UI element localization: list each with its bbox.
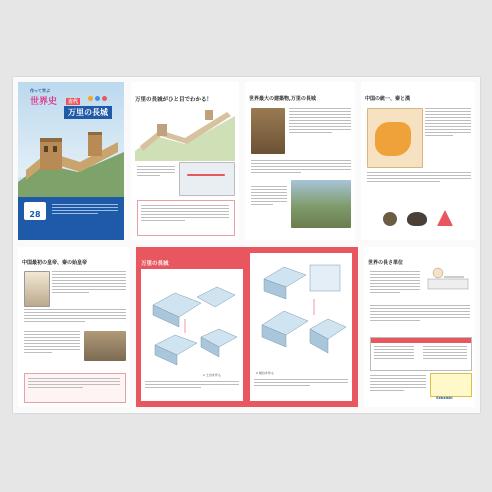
cover-piece-count [24, 202, 46, 225]
assembly-diagram-right [254, 259, 348, 369]
overview-notes-box [137, 200, 235, 236]
page-architecture [245, 82, 355, 240]
instruction-sheet [13, 77, 480, 413]
cover-dot-red [102, 96, 107, 101]
emperor-portrait [24, 271, 50, 307]
emperor-text-3 [24, 331, 80, 355]
assembly-page-right [250, 253, 352, 401]
wall-illustration [135, 106, 235, 161]
cover-badge: 作って学ぶ [30, 88, 50, 93]
cover-count-unit: pcs [32, 221, 38, 225]
cover-logo: 世界史 [30, 97, 58, 107]
cover-dot-blue [95, 96, 100, 101]
parts-legend [430, 373, 472, 397]
architecture-text-1 [289, 108, 351, 135]
artifact-triangle [437, 210, 453, 226]
terracotta-warrior-photo [251, 108, 285, 154]
page-unification [361, 82, 475, 240]
cover-panel [18, 82, 124, 240]
overview-map [179, 162, 235, 196]
brand-name: Sekaishi [436, 396, 453, 400]
emperor-text-2 [24, 309, 126, 324]
overview-caption [137, 166, 175, 178]
terracotta-army-photo [84, 331, 126, 361]
page-overview [131, 82, 239, 240]
artifact-bowl [407, 212, 427, 226]
cover-era-label: 古代 [68, 99, 79, 105]
page-overview-title: 万里の長城がひと目でわかる！ [135, 97, 213, 103]
units-illustration [424, 265, 472, 295]
units-text-2 [370, 305, 470, 323]
assembly-right-text [254, 379, 348, 388]
page-first-emperor [18, 247, 130, 407]
architecture-text-2 [251, 160, 351, 175]
assembly-spread [136, 247, 358, 407]
assembly-left-text [145, 381, 239, 390]
page-length-units [364, 247, 475, 407]
cover-title: 万里の長城 [64, 106, 112, 119]
page-unification-title: 中国の統一、秦と漢 [365, 96, 411, 102]
units-text-1 [370, 271, 420, 295]
units-table [370, 337, 472, 371]
units-footer-text [370, 375, 426, 393]
cover-count-number: 28 [29, 210, 41, 219]
page-architecture-title: 世界最大の建築物,万里の長城 [249, 96, 316, 102]
cover-blurb [52, 204, 118, 216]
assembly-title: 万里の長城 [141, 261, 169, 267]
unification-text-2 [367, 172, 471, 184]
page-units-title: 世界の長さ単位 [368, 260, 404, 266]
assembly-page-left [141, 269, 243, 401]
page-emperor-title: 中国最初の皇帝、秦の始皇帝 [22, 260, 88, 266]
emperor-text-1 [52, 271, 126, 295]
assembly-diagram-left [145, 275, 239, 371]
cover-wall-model [18, 112, 124, 197]
cover-dot-orange [88, 96, 93, 101]
overview-map-route [187, 174, 225, 176]
step-label-2: 2 城台を作る [256, 371, 274, 375]
step-label-1: 1 土台を作る [203, 373, 221, 377]
emperor-note-box [24, 373, 126, 403]
unification-text-1 [425, 108, 471, 138]
artifact-coin [383, 212, 397, 226]
china-map-region [375, 122, 411, 156]
architecture-text-3 [251, 186, 287, 207]
great-wall-photo [291, 180, 351, 228]
